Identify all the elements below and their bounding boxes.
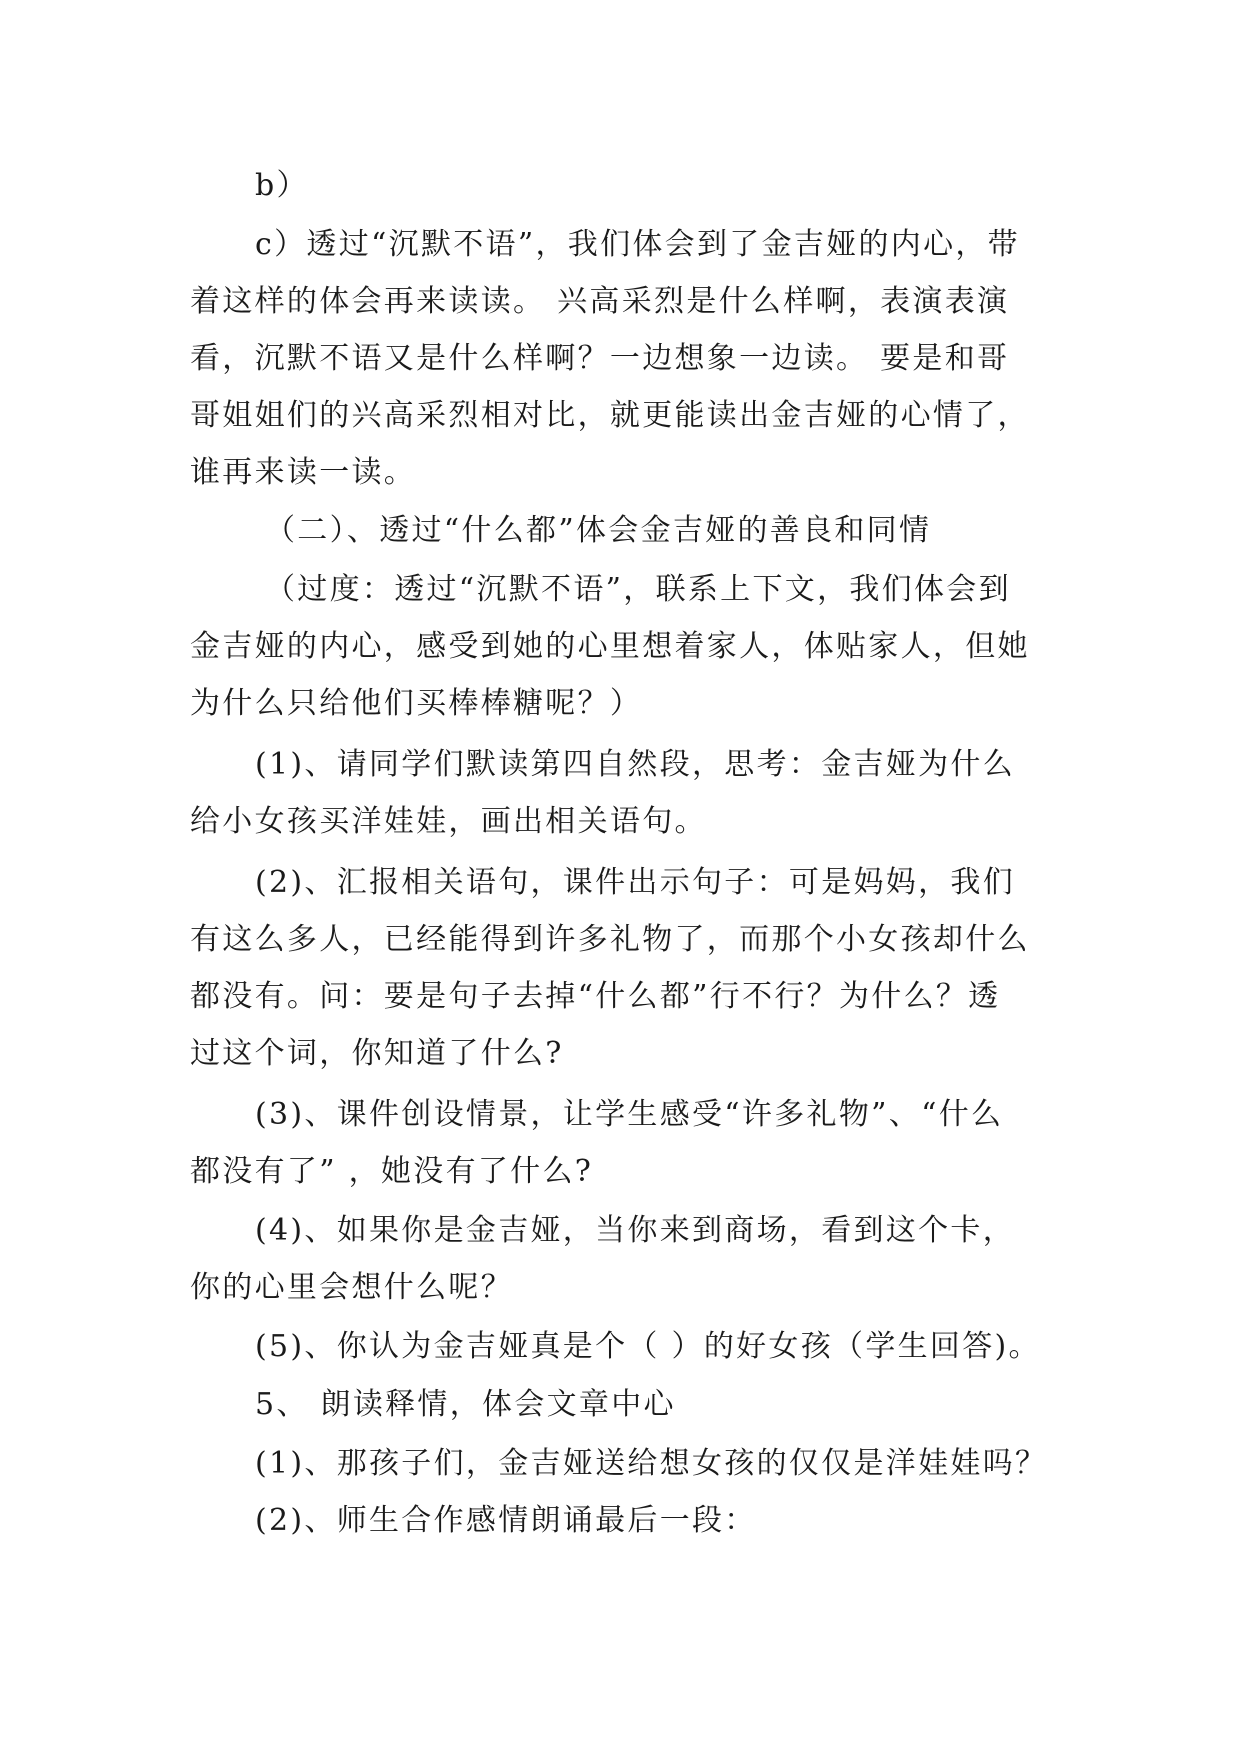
text-line: (3)、课件创设情景，让学生感受“许多礼物”、“什么 [255,1097,1004,1132]
text-line: 都没有了” ，她没有了什么? [190,1154,594,1189]
text-line: 谁再来读一读。 [190,455,417,490]
section-heading: 5、 朗读释情，体会文章中心 [255,1387,676,1422]
text-line: 都没有。问：要是句子去掉“什么都”行不行？为什么？透 [190,979,1001,1014]
text-line: 看，沉默不语又是什么样啊？一边想象一边读。 要是和哥 [190,341,1010,376]
text-line: 有这么多人，已经能得到许多礼物了，而那个小女孩却什么 [190,922,1030,957]
text-line: （过度：透过“沉默不语”，联系上下文，我们体会到 [265,572,1011,607]
text-line: (2)、师生合作感情朗诵最后一段： [255,1503,757,1538]
text-line: 金吉娅的内心，感受到她的心里想着家人，体贴家人，但她 [190,629,1030,664]
text-line: 你的心里会想什么呢？ [190,1270,513,1305]
text-line: 给小女孩买洋娃娃，画出相关语句。 [190,804,707,839]
text-line: 着这样的体会再来读读。 兴高采烈是什么样啊，表演表演 [190,284,1010,319]
text-line: (5)、你认为金吉娅真是个（ ）的好女孩（学生回答)。 [255,1329,1041,1364]
text-line: (1)、请同学们默读第四自然段，思考：金吉娅为什么 [255,747,1015,782]
text-line: b） [255,168,309,203]
text-line: (2)、汇报相关语句，课件出示句子：可是妈妈，我们 [255,865,1015,900]
text-line: (4)、如果你是金吉娅，当你来到商场，看到这个卡， [255,1213,1015,1248]
text-line: 过这个词，你知道了什么? [190,1036,564,1071]
text-line: c）透过“沉默不语”，我们体会到了金吉娅的内心，带 [255,227,1020,262]
section-heading: （二）、透过“什么都”体会金吉娅的善良和同情 [265,513,932,548]
text-line: (1)、那孩子们，金吉娅送给想女孩的仅仅是洋娃娃吗？ [255,1446,1048,1481]
text-line: 哥姐姐们的兴高采烈相对比，就更能读出金吉娅的心情了， [190,398,1030,433]
text-line: 为什么只给他们买棒棒糖呢？） [190,686,643,721]
